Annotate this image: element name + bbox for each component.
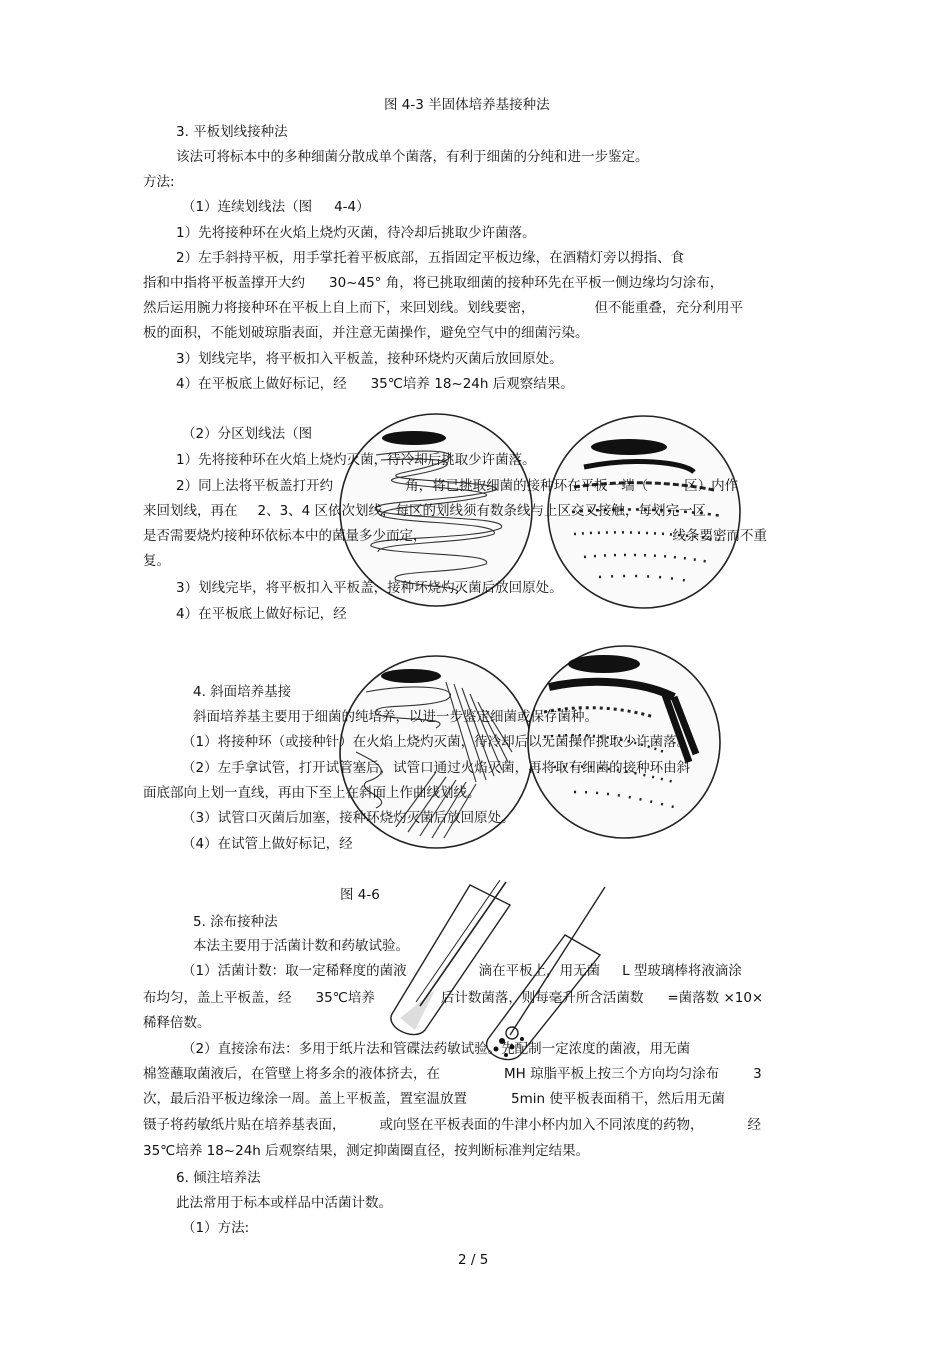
section-6-intro: 此法常用于标本或样品中活菌计数。 <box>176 1195 392 1211</box>
page-number: 2 / 5 <box>458 1252 489 1268</box>
paragraph: 来回划线，再在 2、3、4 区依次划线，每区的划线须有数条线与上区交叉接触，每划完一区 <box>143 503 707 519</box>
sub-heading-zonal: （2）分区划线法（图 <box>182 426 313 442</box>
section-3-title: 3. 平板划线接种法 <box>176 124 288 140</box>
paragraph: 然后运用腕力将接种环在平板上自上而下，来回划线。划线要密， 但不能重叠，充分利用平 <box>143 300 743 316</box>
paragraph: 3）划线完毕，将平板扣入平板盖，接种环烧灼灭菌后放回原处。 <box>176 351 563 367</box>
paragraph: 板的面积，不能划破琼脂表面，并注意无菌操作，避免空气中的细菌污染。 <box>143 325 589 341</box>
paragraph: 4）在平板底上做好标记，经 35℃培养 18~24h 后观察结果。 <box>176 376 574 392</box>
paragraph: 1）先将接种环在火焰上烧灼灭菌，待冷却后挑取少许菌落。 <box>176 225 536 241</box>
section-5-title: 5. 涂布接种法 <box>193 914 278 930</box>
paragraph: 2）同上法将平板盖打开约 角，将已挑取细菌的接种环在平板一端（ 区）内作 <box>176 478 739 494</box>
paragraph: 布均匀，盖上平板盖，经 35℃培养 后计数菌落，则每毫升所含活菌数 =菌落数 ×10× <box>143 990 764 1006</box>
paragraph: 棉签蘸取菌液后，在管壁上将多余的液体挤去，在 MH 琼脂平板上按三个方向均匀涂布 3 <box>143 1066 762 1082</box>
paragraph: 次，最后沿平板边缘涂一周。盖上平板盖，置室温放置 5min 使平板表面稍干，然后用无菌 <box>143 1091 725 1107</box>
section-5-intro: 本法主要用于活菌计数和药敏试验。 <box>193 938 409 954</box>
method-label: 方法: <box>143 174 175 190</box>
paragraph: 稀释倍数。 <box>143 1015 211 1031</box>
paragraph: 面底部向上划一直线，再由下至上在斜面上作曲线划线。 <box>143 785 481 801</box>
paragraph: 指和中指将平板盖撑开大约 30~45° 角，将已挑取细菌的接种环先在平板一侧边缘均匀涂布， <box>143 275 724 291</box>
paragraph: （1）将接种环（或接种针）在火焰上烧灼灭菌，待冷却后以无菌操作挑取少许菌落。 <box>182 734 691 750</box>
paragraph: 4）在平板底上做好标记，经 <box>176 606 347 622</box>
paragraph: （3）试管口灭菌后加塞，接种环烧灼灭菌后放回原处。 <box>182 810 515 826</box>
paragraph: 1）先将接种环在火焰上烧灼灭菌，待冷却后挑取少许菌落。 <box>176 452 536 468</box>
section-4-title: 4. 斜面培养基接 <box>193 684 292 700</box>
paragraph: 3）划线完毕，将平板扣入平板盖，接种环烧灼灭菌后放回原处。 <box>176 580 563 596</box>
paragraph: （1）活菌计数：取一定稀释度的菌液 滴在平板上，用无菌 L 型玻璃棒将液滴涂 <box>182 963 742 979</box>
paragraph: （4）在试管上做好标记，经 <box>182 836 353 852</box>
paragraph: （2）直接涂布法：多用于纸片法和管碟法药敏试验。先配制一定浓度的菌液，用无菌 <box>182 1041 691 1057</box>
paragraph: 2）左手斜持平板，用手掌托着平板底部，五指固定平板边缘，在酒精灯旁以拇指、食 <box>176 250 685 266</box>
method-label: （1）方法: <box>182 1220 250 1236</box>
paragraph: 复。 <box>143 553 170 569</box>
paragraph: 镊子将药敏纸片贴在培养基表面， 或向竖在平板表面的牛津小杯内加入不同浓度的药物， 经 <box>143 1117 761 1133</box>
section-6-title: 6. 倾注培养法 <box>176 1170 261 1186</box>
paragraph: 是否需要烧灼接种环依标本中的菌量多少而定， 线条要密而不重 <box>143 528 767 544</box>
paragraph: 35℃培养 18~24h 后观察结果，测定抑菌圈直径，按判断标准判定结果。 <box>143 1143 590 1159</box>
figure-caption-4-3: 图 4-3 半固体培养基接种法 <box>384 97 550 113</box>
sub-heading-continuous: （1）连续划线法（图 4-4） <box>182 199 370 215</box>
section-3-intro: 该法可将标本中的多种细菌分散成单个菌落，有利于细菌的分纯和进一步鉴定。 <box>176 149 649 165</box>
section-4-intro: 斜面培养基主要用于细菌的纯培养，以进一步鉴定细菌或保存菌种。 <box>193 709 598 725</box>
figure-caption-4-6: 图 4-6 <box>340 887 380 903</box>
paragraph: （2）左手拿试管，打开试管塞后，试管口通过火焰灭菌，再将取有细菌的接种环由斜 <box>182 760 691 776</box>
